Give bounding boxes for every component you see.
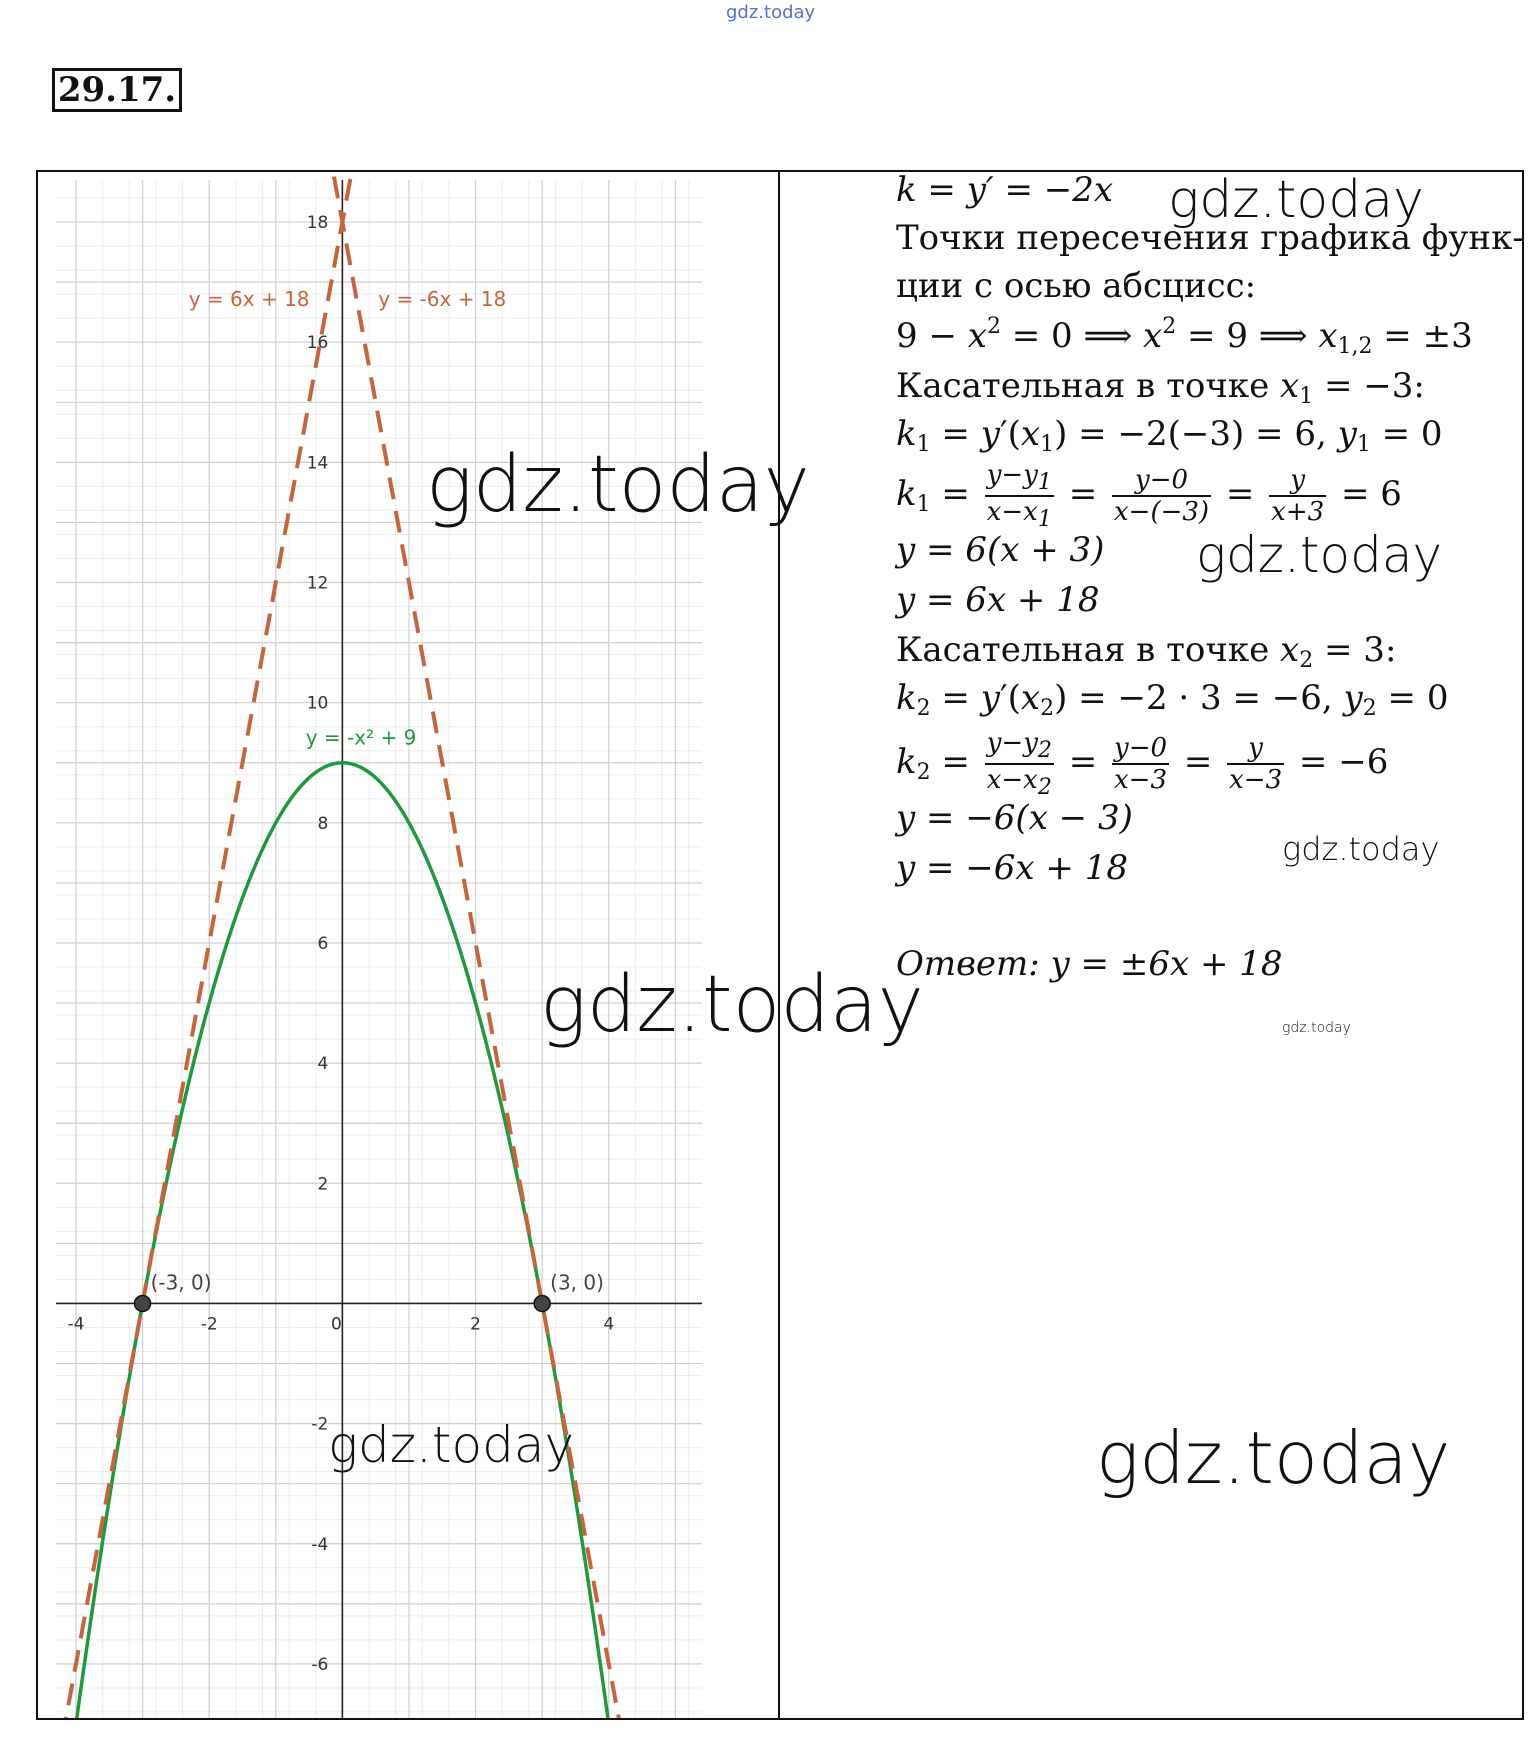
- watermark: gdz.today: [540, 960, 924, 1050]
- watermark: gdz.today: [328, 1416, 575, 1474]
- x-tick-label: 0: [330, 1314, 342, 1335]
- slope-2-line: $k_2 = y'(x_2) = -2 \cdot 3 = -6$, $y_2 = 0$: [896, 678, 1449, 721]
- point-label: (-3, 0): [150, 1270, 212, 1295]
- y-tick-label: -4: [311, 1534, 329, 1555]
- watermark: gdz.today: [1168, 170, 1424, 230]
- x-tick-label: 4: [603, 1314, 615, 1335]
- slope-1-fraction: $k_1$ = $\frac{y-y_1}{x-x_1}$ = $\frac{y-0}{x-(-3)}$ = $\frac{y}{x+3}$ = 6: [896, 460, 1402, 532]
- watermark: gdz.today: [426, 440, 810, 530]
- series-curve-0: [56, 763, 702, 1718]
- y-tick-label: -2: [311, 1414, 329, 1435]
- y-tick-label: 4: [317, 1054, 329, 1075]
- series-curve-1: [56, 172, 702, 1718]
- watermark: gdz.today: [1282, 830, 1440, 868]
- slope-2-fraction: $k_2$ = $\frac{y-y_2}{x-x_2}$ = $\frac{y-0}{x-3}$ = $\frac{y}{x-3}$ = −6: [896, 728, 1389, 800]
- function-graph: [38, 172, 778, 1718]
- slope-1-line: $k_1 = y'(x_1) = -2(-3) = 6$, $y_1 = 0$: [896, 414, 1443, 457]
- series-label: y = -6x + 18: [378, 287, 507, 312]
- intersections-text-2: ции с осью абсцисс:: [896, 266, 1257, 306]
- answer-line: Ответ: y = ±6x + 18: [896, 944, 1283, 984]
- series-label: y = -x² + 9: [305, 725, 417, 750]
- y-tick-label: 16: [306, 333, 329, 354]
- roots-equation: $9 - x^2 = 0$ ⟹ $x^2 = 9$ ⟹ $x_{1,2} = \pm 3$: [896, 314, 1473, 359]
- intersection-point: [135, 1295, 151, 1311]
- y-tick-label: 10: [306, 693, 329, 714]
- watermark: gdz.today: [1282, 1020, 1351, 1036]
- tangent-1-equation: y = 6x + 18: [896, 580, 1100, 620]
- point-label: (3, 0): [550, 1270, 604, 1295]
- intersection-point: [534, 1295, 550, 1311]
- intersections-text-1: Точки пересечения графика функ-: [896, 218, 1524, 258]
- curves: [56, 172, 702, 1718]
- x-tick-label: -2: [200, 1314, 218, 1335]
- y-tick-label: 18: [306, 213, 329, 234]
- tangent-2-equation: y = −6x + 18: [896, 848, 1128, 888]
- y-tick-label: 14: [306, 453, 329, 474]
- x-tick-label: 2: [470, 1314, 481, 1335]
- frame-divider: [778, 170, 780, 1720]
- watermark: gdz.today: [1196, 526, 1443, 584]
- tangent-2-point-form: y = −6(x − 3): [896, 798, 1133, 838]
- x-tick-label: -4: [67, 1314, 85, 1335]
- y-tick-label: 6: [317, 933, 329, 954]
- tangent-1-header: Касательная в точке $x_1 = -3$:: [896, 366, 1425, 409]
- problem-number: 29.17.: [52, 68, 182, 112]
- y-tick-label: 8: [317, 813, 329, 834]
- y-tick-label: -6: [311, 1654, 329, 1675]
- derivative-line: k = y′ = −2x: [896, 170, 1114, 210]
- tangent-1-point-form: y = 6(x + 3): [896, 530, 1105, 570]
- series-curve-2: [56, 172, 702, 1718]
- tangent-2-header: Касательная в точке $x_2 = 3$:: [896, 630, 1397, 673]
- watermark: gdz.today: [1096, 1416, 1451, 1500]
- y-tick-label: 12: [306, 573, 329, 594]
- series-label: y = 6x + 18: [188, 287, 310, 312]
- y-tick-label: 2: [317, 1174, 329, 1195]
- top-watermark: gdz.today: [726, 2, 816, 23]
